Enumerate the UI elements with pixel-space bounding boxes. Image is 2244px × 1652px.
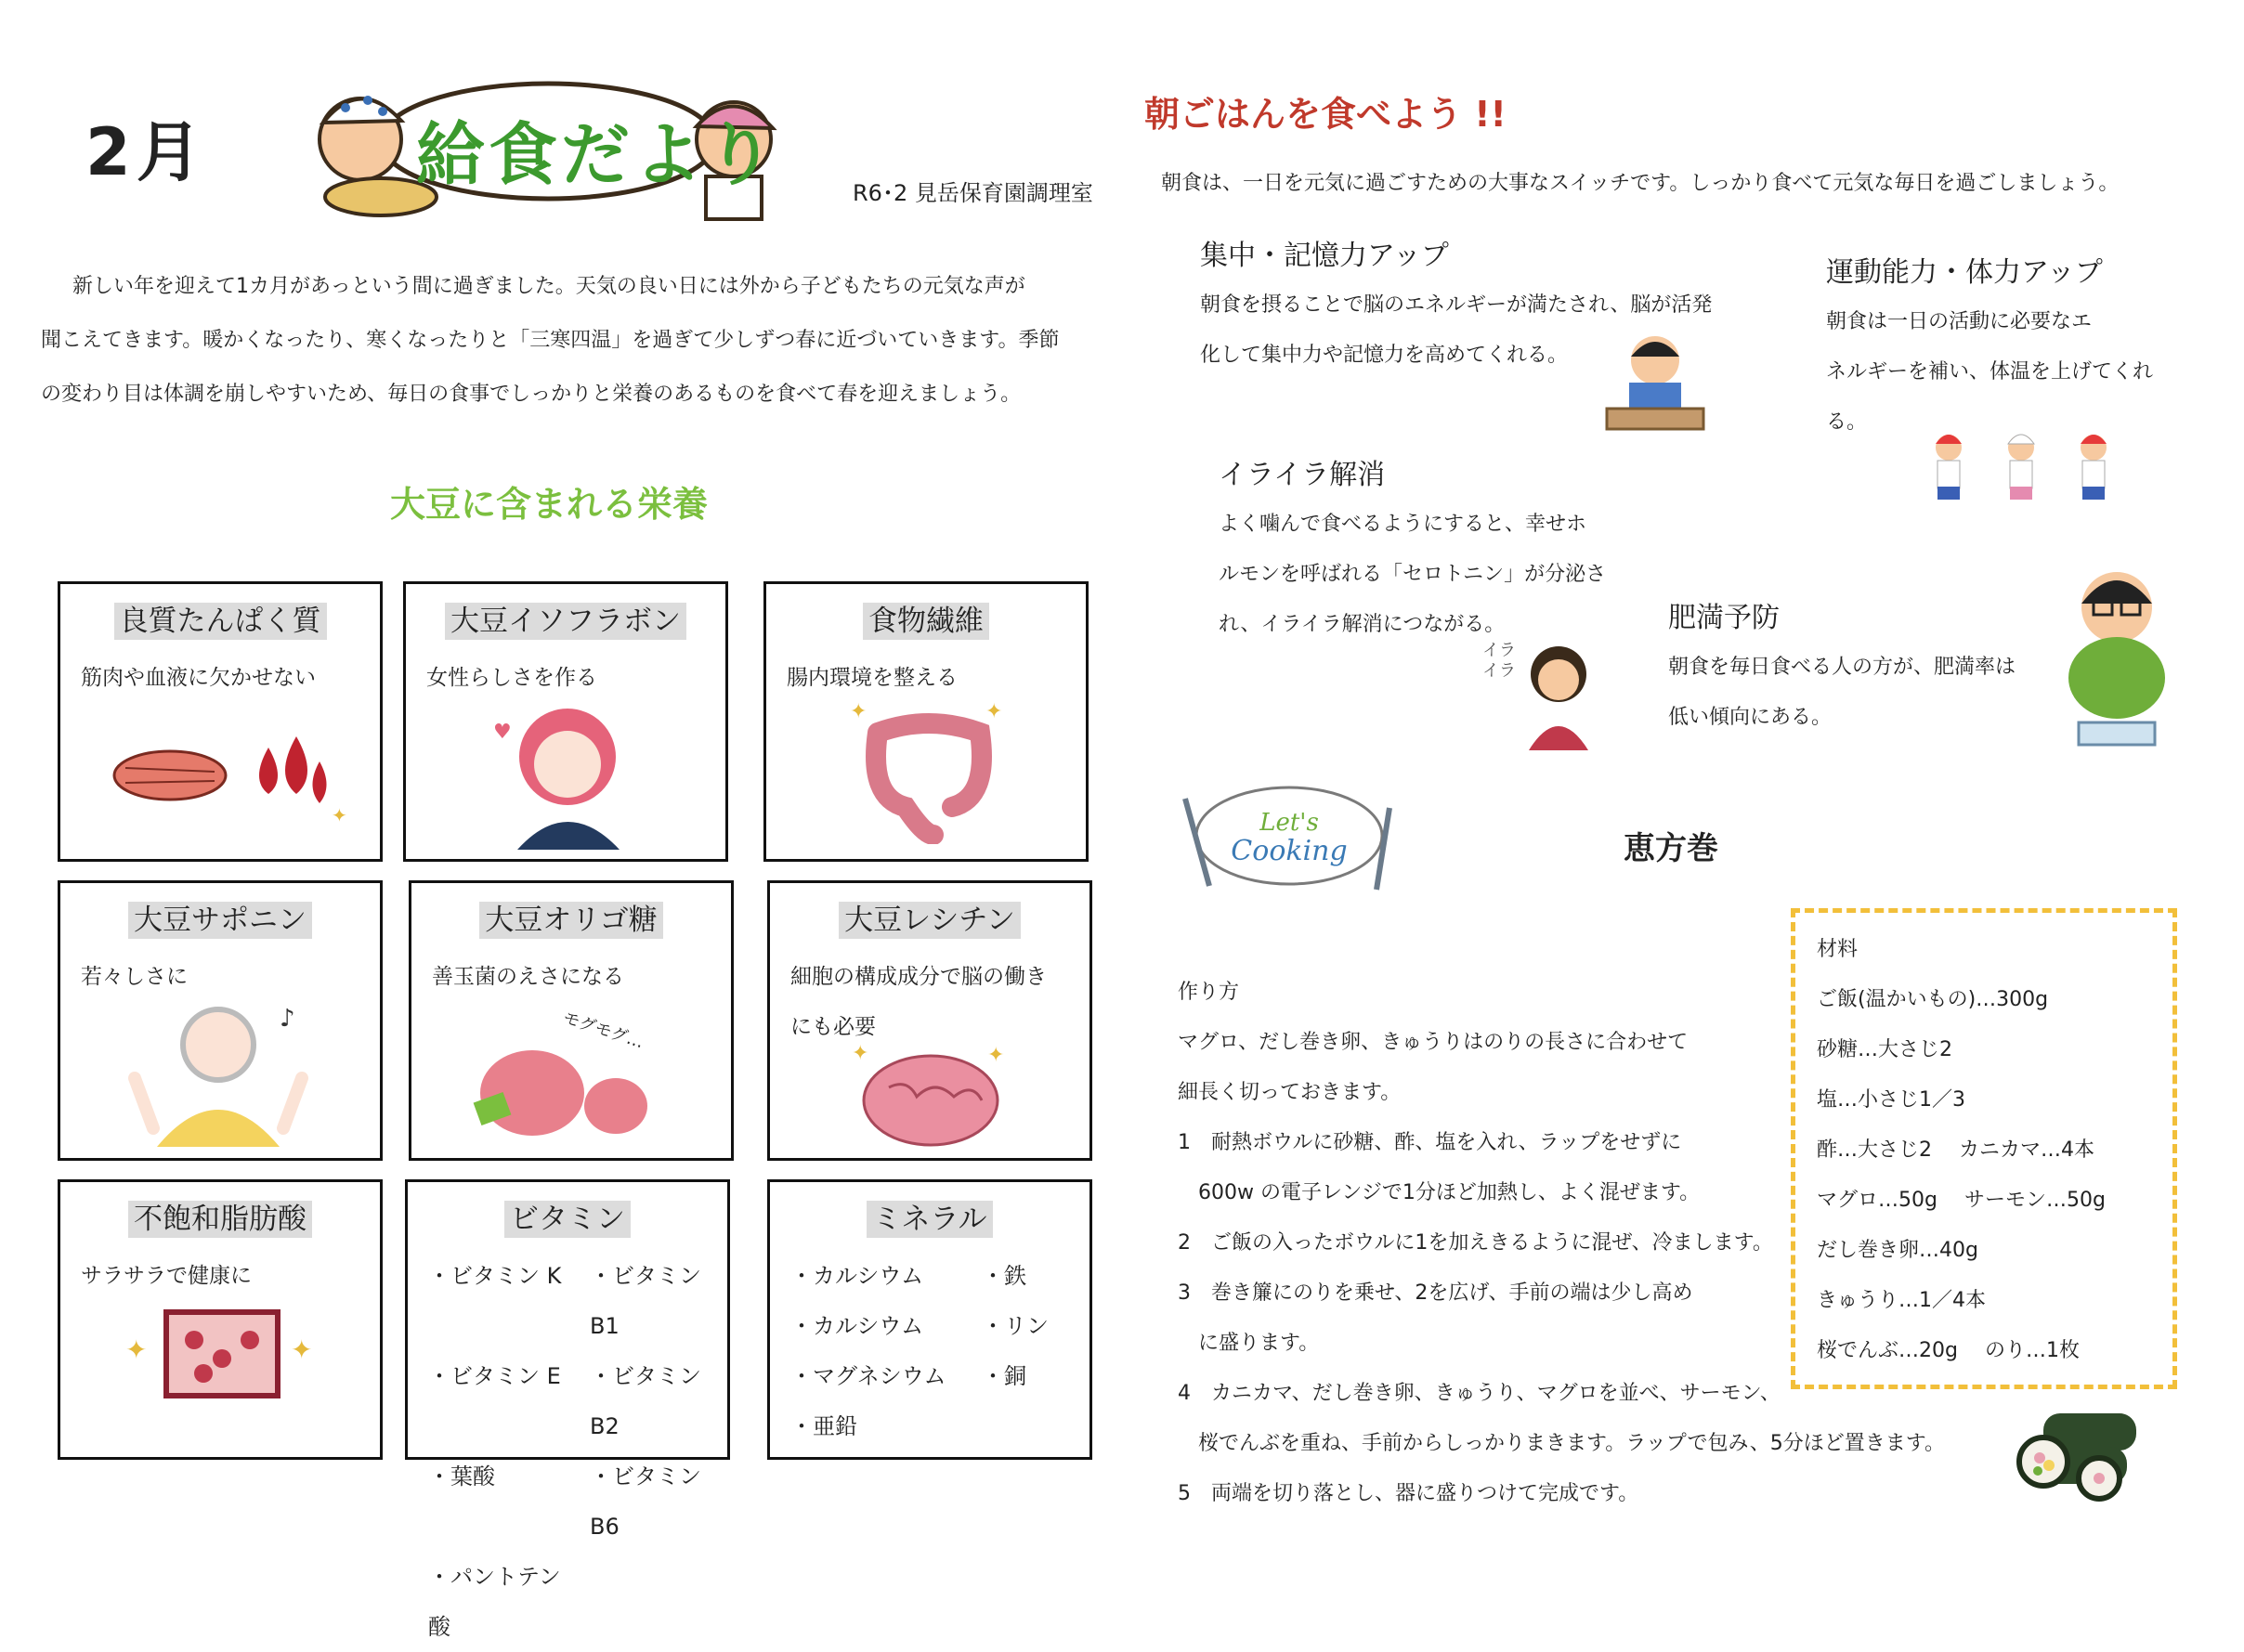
ingredient-item: 酢…大さじ2 カニカマ…4本 [1817,1138,2094,1162]
nutrient-box-saponin [58,880,383,1161]
soy-section-title: 大豆に含まれる栄養 [390,484,709,525]
ingredient-item: マグロ…50g サーモン…50g [1817,1189,2106,1212]
muscle-blood-icon [111,729,352,831]
intro-line: 聞こえてきます。暖かくなったり、寒くなったりと「三寒四温」を過ぎて少しずつ春に近づいていきます。季節 [41,329,1060,352]
svg-text:✦: ✦ [852,1042,869,1065]
nutrient-box-vitamins [405,1179,730,1640]
intestine-icon [850,696,1008,844]
list-item: ・ビタミン B1 [590,1263,701,1339]
studying-boy-icon [1601,331,1709,433]
mineral-list [790,1251,1056,1451]
nutrient-box-oligosaccharide [409,880,734,1161]
intro-line: 新しい年を迎えて1カ月があっという間に過ぎました。天気の良い日には外から子どもたちの元気な声が [72,275,1025,298]
list-item: ・マグネシウム [790,1363,946,1389]
list-item: ・パントテン酸 [428,1564,561,1640]
nutrient-box-protein [58,581,383,862]
ingredients-label: 材料 [1817,938,1859,961]
nutrient-title: ミネラル [867,1201,992,1238]
nutrient-desc: サラサラで健康に [81,1264,252,1288]
elderly-person-icon [116,989,320,1147]
svg-text:✦: ✦ [125,1334,148,1365]
man-on-scale-icon [2058,563,2175,748]
blood-vessel-icon [120,1303,324,1405]
recipe-title: 恵方巻 [1624,830,1718,867]
office-label: R6･2 見岳保育園調理室 [853,180,1093,206]
ingredient-item: きゅうり…1／4本 [1817,1289,1986,1312]
method-step: 4 カニカマ、だし巻き卵、きゅうり、マグロを並べ、サーモン、 [1178,1382,1781,1405]
benefit-text: る。 [1826,410,1868,434]
irritation-sfx: イライラ [1482,641,1516,681]
brain-icon [852,1041,1010,1152]
benefit-text: 朝食は一日の活動に必要なエ [1826,310,2093,333]
svg-text:Let's: Let's [1259,809,1319,837]
list-item: ・ビタミン B2 [590,1363,701,1439]
newsletter-logo-title: 給食だより [416,115,778,195]
benefit-text: ルモンを呼ばれる「セロトニン」が分泌さ [1219,563,1607,586]
method-label: 作り方 [1178,981,1240,1004]
ingredients-list [1817,925,2106,1376]
woman-icon [489,692,638,850]
method-step: 2 ご飯の入ったボウルに1を加えきるように混ぜ、冷まします。 [1178,1231,1773,1255]
list-item: ・カルシウム [790,1313,924,1339]
svg-text:✦: ✦ [987,1044,1005,1067]
benefit-text: れ、イライラ解消につながる。 [1219,613,1506,636]
benefit-obesity [1668,594,2016,743]
nutrient-title: 食物繊維 [863,603,989,640]
svg-text:✦: ✦ [850,700,868,723]
benefit-title: イライラ解消 [1219,459,1386,491]
sushi-roll-icon [2016,1404,2142,1502]
list-item: ・リン [982,1313,1049,1339]
benefit-text: よく噛んで食べるようにすると、幸せホ [1219,513,1587,536]
breakfast-lead: 朝食は、一日を元気に過ごすための大事なスイッチです。しっかり食べて元気な毎日を過ごしましょう。 [1161,172,2120,195]
vitamin-list [428,1251,729,1652]
svg-text:Cooking: Cooking [1231,835,1348,867]
nutrient-title: 大豆イソフラボン [445,603,686,640]
eating-sfx: モグモグ… [560,1008,646,1053]
irritated-woman-icon [1520,641,1596,750]
nutrient-title: 大豆レシチン [839,902,1021,939]
benefit-text: ネルギーを補い、体温を上げてくれ [1826,360,2154,384]
lets-cooking-badge [1172,771,1406,901]
nutrient-desc: 若々しさに [81,965,188,989]
list-item: ・鉄 [982,1263,1026,1289]
bacteria-eating-icon [467,1032,662,1143]
nutrient-desc: 細胞の構成成分で脳の働き [790,965,1047,989]
benefit-text: 化して集中力や記憶力を高めてくれる。 [1200,344,1569,367]
benefit-title: 運動能力・体力アップ [1826,256,2103,289]
running-kids-icon [1921,425,2125,527]
ingredient-item: 砂糖…大さじ2 [1817,1038,1952,1061]
intro-line: の変わり目は体調を崩しやすいため、毎日の食事でしっかりと栄養のあるものを食べて春を迎えましょう。 [41,383,1022,406]
month-label: 2月 [85,114,207,190]
benefit-irritation [1219,451,1606,650]
svg-text:✦: ✦ [332,804,347,826]
benefit-text: 朝食を毎日食べる人の方が、肥満率は [1668,656,2016,679]
method-step: 5 両端を切り落とし、器に盛りつけて完成です。 [1178,1482,1639,1505]
nutrient-desc: にも必要 [790,1015,876,1039]
nutrient-box-isoflavone [403,581,728,862]
svg-text:♪: ♪ [280,1005,295,1033]
method-step: 3 巻き簾にのりを乗せ、2を広げ、手前の端は少し高め [1178,1281,1693,1305]
nutrient-title: 大豆オリゴ糖 [479,902,662,939]
ingredient-item: 桜でんぶ…20g のり…1枚 [1817,1339,2080,1362]
method-step: 600w の電子レンジで1分ほど加熱し、よく混ぜます。 [1178,1181,1701,1204]
benefit-title: 集中・記憶力アップ [1200,240,1449,272]
nutrient-box-lecithin [767,880,1092,1161]
list-item: ・亜鉛 [790,1413,857,1439]
method-step: 1 耐熱ボウルに砂糖、酢、塩を入れ、ラップをせずに [1178,1131,1682,1154]
list-item: ・ビタミン E [428,1363,561,1389]
list-item: ・ビタミン B6 [590,1463,701,1540]
list-item: ・葉酸 [428,1463,495,1489]
nutrient-title: 大豆サポニン [128,902,312,939]
svg-text:♥: ♥ [493,721,512,744]
method-step: 桜でんぶを重ね、手前からしっかりまきます。ラップで包み、5分ほど置きます。 [1178,1432,1946,1455]
ingredient-item: 塩…小さじ1／3 [1817,1088,1965,1112]
nutrient-box-unsaturated-fat [58,1179,383,1460]
svg-text:✦: ✦ [985,700,1003,723]
list-item: ・ビタミン K [428,1263,562,1289]
list-item: ・カルシウム [790,1263,924,1289]
benefit-title: 肥満予防 [1668,602,1780,634]
nutrient-box-fiber [763,581,1089,862]
benefit-exercise [1826,249,2153,448]
nutrient-desc: 腸内環境を整える [787,666,958,690]
nutrient-box-minerals [767,1179,1092,1460]
nutrient-title: 不飽和脂肪酸 [128,1201,312,1238]
ingredient-item: ご飯(温かいもの)…300g [1817,988,2049,1011]
nutrient-title: ビタミン [504,1201,631,1238]
method-step: マグロ、だし巻き卵、きゅうりはのりの長さに合わせて [1178,1031,1689,1054]
nutrient-title: 良質たんぱく質 [114,603,327,640]
method-step: に盛ります。 [1178,1332,1320,1355]
method-step: 細長く切っておきます。 [1178,1081,1402,1104]
nutrient-desc: 筋肉や血液に欠かせない [81,666,316,690]
breakfast-section-title: 朝ごはんを食べよう !! [1144,94,1507,135]
svg-text:✦: ✦ [291,1334,313,1365]
ingredient-item: だし巻き卵…40g [1817,1239,1978,1262]
intro-paragraph [41,260,1081,422]
benefit-text: 朝食を摂ることで脳のエネルギーが満たされ、脳が活発 [1200,293,1713,317]
benefit-text: 低い傾向にある。 [1668,706,1833,729]
list-item: ・銅 [982,1363,1026,1389]
nutrient-desc-block [790,952,1047,1052]
nutrient-desc: 善玉菌のえさになる [432,965,624,989]
nutrient-desc: 女性らしさを作る [426,666,597,690]
